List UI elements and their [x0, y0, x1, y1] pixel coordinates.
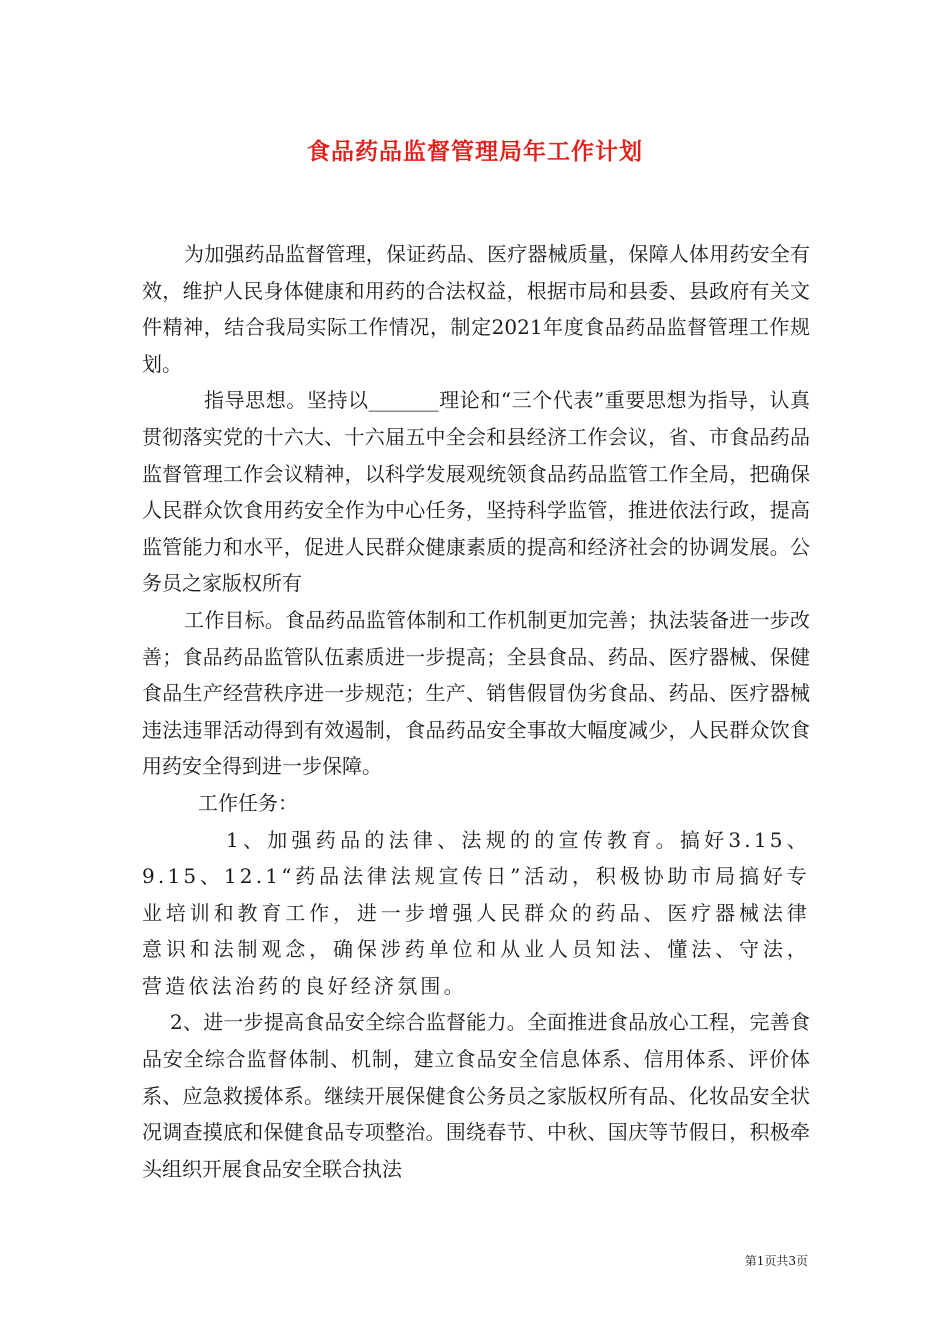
paragraph-work-tasks-heading: 工作任务：	[198, 790, 298, 815]
paragraph-task-2: 2、进一步提高食品安全综合监督能力。全面推进食品放心工程，完善食品安全综合监督体制、机制，建立食品安全信息体系、信用体系、评价体系、应急救援体系。继续开展保健食公务员之家版权所有品、化妆品安全状况调查摸底和保健食品专项整治。围绕春节、中秋、国庆等节假日，积极牵头组织开展食品安全联合执法	[142, 1010, 810, 1181]
paragraph-intro: 为加强药品监督管理，保证药品、医疗器械质量，保障人体用药安全有效，维护人民身体健康和用药的合法权益，根据市局和县委、县政府有关文件精神，结合我局实际工作情况，制定2021年度食品药品监督管理工作规划。	[142, 242, 810, 376]
paragraph-work-goals: 工作目标。食品药品监管体制和工作机制更加完善；执法装备进一步改善；食品药品监管队伍素质进一步提高；全县食品、药品、医疗器械、保健食品生产经营秩序进一步规范；生产、销售假冒伪劣食品、药品、医疗器械违法违罪活动得到有效遏制，食品药品安全事故大幅度减少，人民群众饮食用药安全得到进一步保障。	[142, 607, 810, 779]
document-body	[142, 236, 810, 1187]
paragraph-guiding-ideology: 指导思想。坚持以_______理论和“三个代表”重要思想为指导，认真贯彻落实党的十六大、十六届五中全会和县经济工作会议，省、市食品药品监督管理工作会议精神，以科学发展观统领食品药品监管工作全局，把确保人民群众饮食用药安全作为中心任务，坚持科学监管，推进依法行政，提高监管能力和水平，促进人民群众健康素质的提高和经济社会的协调发展。公务员之家版权所有	[142, 388, 810, 596]
paragraph-task-1: 1、加强药品的法律、法规的的宣传教育。搞好3.15、9.15、12.1“药品法律法规宣传日”活动，积极协助市局搞好专业培训和教育工作，进一步增强人民群众的药品、医疗器械法律意识和法制观念，确保涉药单位和从业人员知法、懂法、守法，营造依法治药的良好经济氛围。	[142, 827, 810, 998]
page-title: 食品药品监督管理局年工作计划	[307, 138, 643, 165]
page-number: 第1页共3页	[744, 1254, 808, 1268]
